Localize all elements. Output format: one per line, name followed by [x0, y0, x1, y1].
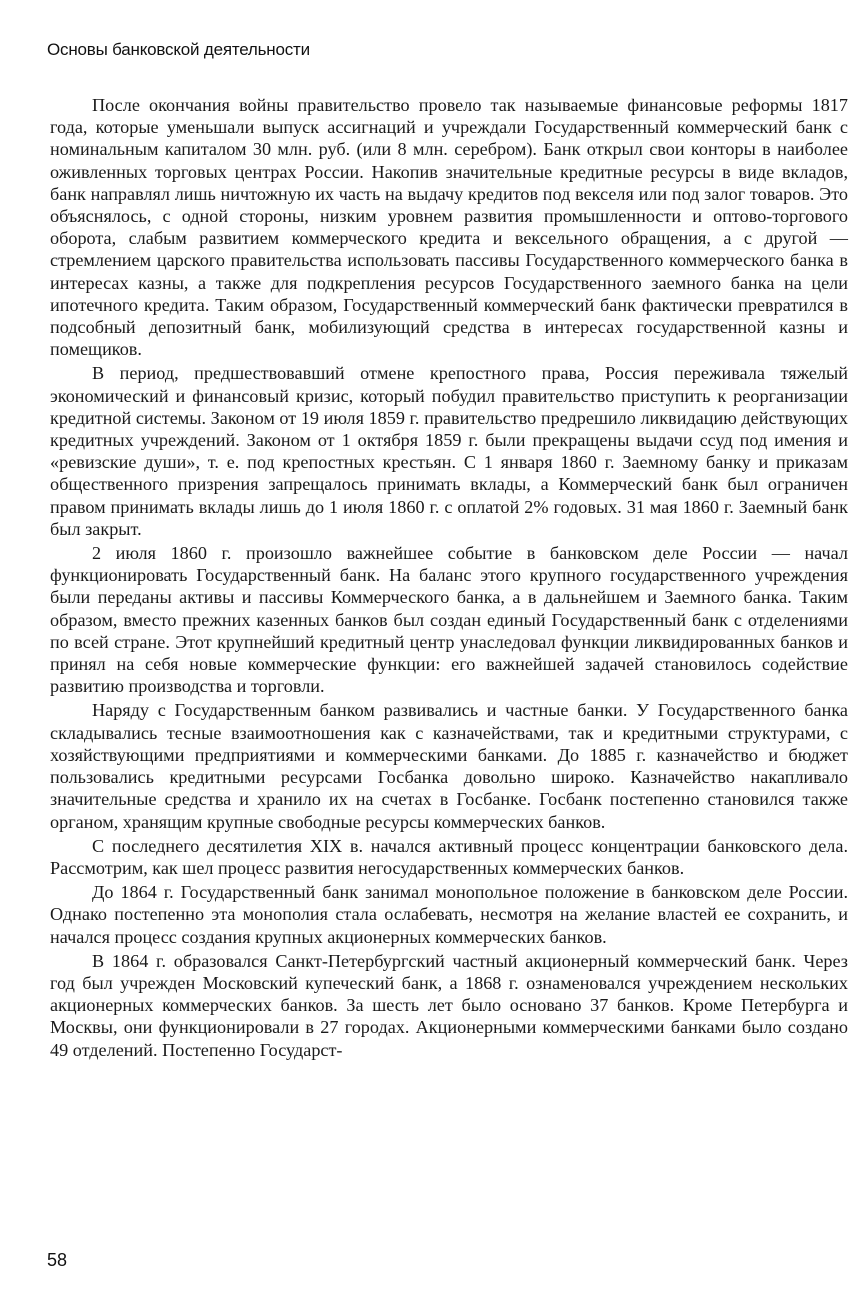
paragraph: Наряду с Государственным банком развивались и частные банки. У Государственного банка складывались тесные взаимоотношения как с казначействами, так и кредитными структурами, с хозяйствующими предприятиями и коммерческими банками. До 1885 г. казначейство и бюджет пользовались кредитными ресурсами Госбанка довольно широко. Казначейство накапливало значительные средства и хранило их на счетах в Госбанке. Госбанк постепенно становился также органом, хранящим крупные свободные ресурсы коммерческих банков. — [50, 700, 848, 832]
paragraph: В 1864 г. образовался Санкт-Петербургский частный акционерный коммерческий банк. Через год был учрежден Московский купеческий банк, а 1868 г. ознаменовался учреждением нескольких акционерных коммерческих банков. За шесть лет было основано 37 банков. Кроме Петербурга и Москвы, они функционировали в 27 городах. Акционерными коммерческими банками было создано 49 отделений. Постепенно Государст- — [50, 950, 848, 1060]
paragraph: После окончания войны правительство провело так называемые финансовые реформы 1817 года, которые уменьшали выпуск ассигнаций и учреждали Государственный коммерческий банк с номинальным капиталом 30 млн. руб. (или 8 млн. серебром). Банк открыл свои конторы в наиболее оживленных торговых центрах России. Накопив значительные кредитные ресурсы в виде вкладов, банк направлял лишь ничтожную их часть на выдачу кредитов под векселя или под залог товаров. Это объяснялось, с одной стороны, низким уровнем развития промышленности и оптово-торгового оборота, слабым развитием коммерческого кредита и вексельного обращения, а с другой — стремлением царского правительства использовать пассивы Государственного коммерческого банка в интересах казны, а также для подкрепления ресурсов Государственного заемного банка на цели ипотечного кредита. Таким образом, Государственный коммерческий банк фактически превратился в подсобный депозитный банк, мобилизующий средства в интересах государственной казны и помещиков. — [50, 95, 848, 360]
running-header: Основы банковской деятельности — [47, 40, 310, 59]
paragraph: До 1864 г. Государственный банк занимал монопольное положение в банковском деле России. Однако постепенно эта монополия стала ослабевать, несмотря на желание властей ее сохранить, и начался процесс создания крупных акционерных коммерческих банков. — [50, 882, 848, 947]
paragraph: 2 июля 1860 г. произошло важнейшее событие в банковском деле России — начал функционировать Государственный банк. На баланс этого крупного государственного учреждения были переданы активы и пассивы Коммерческого банка, а в дальнейшем и Заемного банка. Таким образом, вместо прежних казенных банков был создан единый Государственный банк с отделениями по всей стране. Этот крупнейший кредитный центр унаследовал функции ликвидированных банков и принял на себя новые коммерческие функции: его важнейшей задачей становилось содействие развитию производства и торговли. — [50, 543, 848, 697]
paragraph: С последнего десятилетия XIX в. начался активный процесс концентрации банковского дела. Рассмотрим, как шел процесс развития негосударственных коммерческих банков. — [50, 835, 848, 878]
body-text — [50, 94, 848, 1063]
paragraph: В период, предшествовавший отмене крепостного права, Россия переживала тяжелый экономический и финансовый кризис, который побудил правительство приступить к реорганизации кредитной системы. Законом от 19 июля 1859 г. правительство предрешило ликвидацию действующих кредитных учреждений. Законом от 1 октября 1859 г. были прекращены выдачи ссуд под имения и «ревизские души», т. е. под крепостных крестьян. С 1 января 1860 г. Заемному банку и приказам общественного призрения запрещалось принимать вклады, а Коммерческий банк был ограничен правом принимать вклады лишь до 1 июля 1860 г. с оплатой 2% годовых. 31 мая 1860 г. Заемный банк был закрыт. — [50, 363, 848, 539]
page-number: 58 — [47, 1250, 68, 1270]
